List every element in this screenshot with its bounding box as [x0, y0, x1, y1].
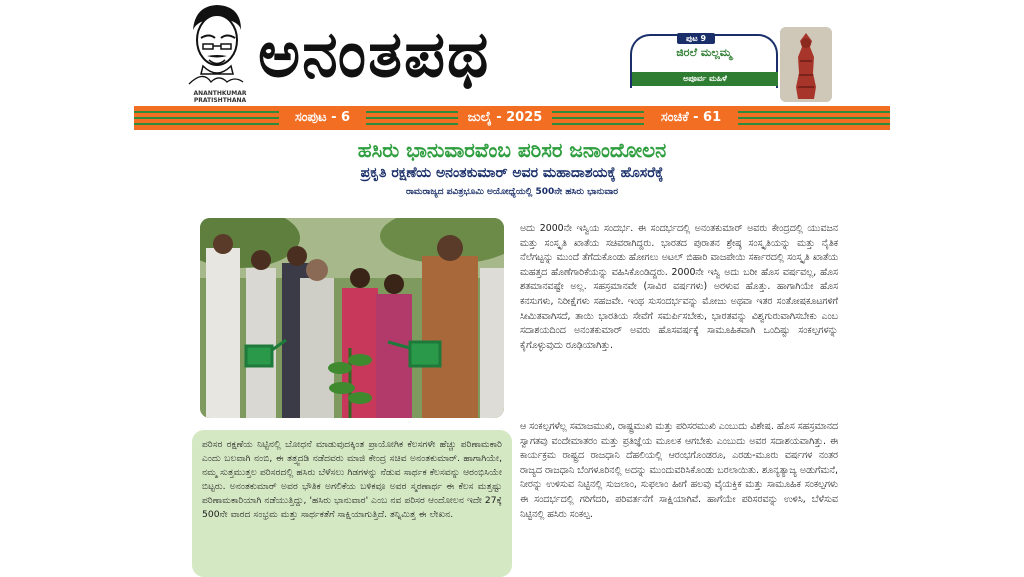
statue-photo	[780, 27, 832, 102]
date-label: ಜುಲೈ - 2025	[467, 110, 543, 125]
article-headline: ಹಸಿರು ಭಾನುವಾರವೆಂಬ ಪರಿಸರ ಜನಾಂದೋಲನ	[357, 138, 667, 162]
brand-line-1: ANANTHKUMAR	[193, 90, 247, 97]
issue-banner	[134, 106, 890, 130]
feature-subtitle: ಅಪೂರ್ವ ಮಹಿಳೆ	[632, 72, 778, 86]
portrait-illustration	[183, 0, 249, 96]
article-kicker: ರಾಮರಾಜ್ಯದ ಪವಿತ್ರಭೂಮಿ ಅಯೋಧ್ಯೆಯಲ್ಲಿ 500ನೇ ಹಸಿರು ಭಾನುವಾರ	[405, 187, 619, 197]
tree-planting-photo	[200, 218, 504, 418]
masthead-title: ಅನಂತಪಥ	[258, 17, 491, 92]
feature-title: ಜಿರಲೆ ಮಲ್ಲಮ್ಮ	[676, 46, 732, 59]
brand-line-2: PRATISHTHANA	[193, 97, 247, 104]
intro-caption-box: ಪರಿಸರ ರಕ್ಷಣೆಯ ನಿಟ್ಟಿನಲ್ಲಿ ಬೋಧನೆ ಮಾಡುವುದಕ್ಕಿಂತ ಪ್ರಾಯೋಗಿಕ ಕೆಲಸಗಳೇ ಹೆಚ್ಚು ಪರಿಣಾಮಕಾರಿ ಎಂದು ಬಲವಾಗಿ ನಂಬಿ, ಈ ತತ್ತ್ವದಡಿ ನಡೆದವರು ಮಾಜಿ ಕೇಂದ್ರ ಸಚಿವ ಅನಂತಕುಮಾರ್. ಹಾಗಾಗಿಯೇ, ನಮ್ಮ ಸುತ್ತಮುತ್ತಲ ಪರಿಸರದಲ್ಲಿ ಹಸಿರು ಬೆಳೆಸಲು ಗಿಡಗಳನ್ನು ನೆಡುವ ಸಾರ್ಥಕ ಕೆಲಸವನ್ನು ಆರಂಭಿಸಿಯೇ ಬಿಟ್ಟರು. ಅನಂತಕುಮಾರ್ ಅವರ ಭೌತಿಕ ಅಗಲಿಕೆಯ ಬಳಿಕವೂ ಅವರ ಸ್ಮರಣಾರ್ಥ ಈ ಕೆಲಸ ಮತ್ತಷ್ಟು ಪರಿಣಾಮಕಾರಿಯಾಗಿ ನಡೆಯುತ್ತಿದ್ದು, 'ಹಸಿರು ಭಾನುವಾರ' ಎಂಬ ನವ ಪರಿಸರ ಆಂದೋಲನ ಇದೇ 27ಕ್ಕೆ 500ನೇ ವಾರದ ಸಂಭ್ರಮ ಮತ್ತು ಸಾರ್ಥಕತೆಗೆ ಸಾಕ್ಷಿಯಾಗುತ್ತಿದೆ. ತನ್ನಿಮಿತ್ತ ಈ ಲೇಖನ.	[192, 430, 512, 577]
body-paragraph: ಆ ಸಂಕಲ್ಪಗಳೆಲ್ಲ ಸಮಾಜಮುಖಿ, ರಾಷ್ಟ್ರಮುಖಿ ಮತ್ತು ಪರಿಸರಮುಖಿ ಎಂಬುದು ವಿಶೇಷ. ಹೊಸ ಸಹಸ್ರಮಾನದ ಸ್ವಾಗತವು ವಂದೇಮಾತರಂ ಮತ್ತು ಪ್ರತಿಜ್ಞೆಯ ಮೂಲಕ ಆಗಬೇಕು ಎಂಬುದು ಅವರ ಸದಾಶಯವಾಗಿತ್ತು. ಈ ಕಾರ್ಯಕ್ರಮ ರಾಷ್ಟ್ರದ ರಾಜಧಾನಿ ದೆಹಲಿಯಲ್ಲಿ ಆರಂಭಗೊಂಡರೂ, ಎರಡು-ಮೂರು ವರ್ಷಗಳ ನಂತರ ರಾಜ್ಯದ ರಾಜಧಾನಿ ಬೆಂಗಳೂರಿನಲ್ಲಿ ಅದನ್ನು ಮುಂದುವರಿಸಿಕೊಂಡು ಬರಲಾಯಿತು. ಶೂನ್ಯತ್ಯಾಜ್ಯ ಅಡುಗೆಮನೆ, ನೀರನ್ನು ಉಳಿಸುವ ನಿಟ್ಟಿನಲ್ಲಿ ಸುಜಲಾಂ, ಸುಫಲಾಂ ಹೀಗೆ ಹಲವು ವೈಯಕ್ತಿಕ ಮತ್ತು ಸಾಮೂಹಿಕ ಸಂಕಲ್ಪಗಳು ಈ ಸಂದರ್ಭದಲ್ಲಿ ಗರಿಗೆದರಿ, ಪರಿವರ್ತನೆಗೆ ಸಾಕ್ಷಿಯಾಗಿವೆ. ಹಾಗೆಯೇ ಪರಿಸರವನ್ನು ಉಳಿಸಿ, ಬೆಳೆಸುವ ನಿಟ್ಟಿನಲ್ಲಿ ಹಸಿರು ಸಂಕಲ್ಪ.	[520, 421, 838, 520]
body-paragraph: ಅದು 2000ನೇ ಇಸ್ವಿಯ ಸಂದರ್ಭ. ಈ ಸಂದರ್ಭದಲ್ಲಿ ಅನಂತಕುಮಾರ್ ಅವರು ಕೇಂದ್ರದಲ್ಲಿ ಯುವಜನ ಮತ್ತು ಸಂಸ್ಕೃತಿ ಖಾತೆಯ ಸಚಿವರಾಗಿದ್ದರು. ಭಾರತದ ಪುರಾತನ ಶ್ರೇಷ್ಠ ಸಂಸ್ಕೃತಿಯನ್ನು ಮತ್ತು ನೈತಿಕ ನೆಲೆಗಟ್ಟನ್ನು ಮುಂದೆ ತೆಗೆದುಕೊಂಡು ಹೋಗಲು ಅಟಲ್ ಬಿಹಾರಿ ವಾಜಪೇಯಿ ಸರ್ಕಾರದಲ್ಲಿ ಸಂಸ್ಕೃತಿ ಖಾತೆಯ ಮಹತ್ತದ ಹೊಣೆಗಾರಿಕೆಯನ್ನು ವಹಿಸಿಕೊಂಡಿದ್ದರು. 2000ನೇ ಇಸ್ವಿ ಅದು ಬರೀ ಹೊಸ ವರ್ಷವಲ್ಲ, ಹೊಸ ಶತಮಾನವಷ್ಟೇ ಅಲ್ಲ. ಸಹಸ್ರಮಾನವೇ (ಸಾವಿರ ವರ್ಷಗಳು) ಅರಳುವ ಹೊತ್ತು. ಹಾಗಾಗಿಯೇ ಹೊಸ ಕನಸುಗಳು, ನಿರೀಕ್ಷೆಗಳು ಸಹಜವೇ. ಇಂಥ ಸುಸಂದರ್ಭವನ್ನು ಮೋಜು ಅಥವಾ ಇತರ ಸಂತೋಷಕೂಟಗಳಿಗೆ ಸೀಮಿತವಾಗಿಸದೆ, ತಾಯಿ ಭಾರತಿಯ ಸೇವೆಗೆ ಸಮರ್ಪಿಸಬೇಕು, ಭಾರತವನ್ನು ವಿಶ್ವಗುರುವಾಗಿಸಬೇಕು ಎಂಬ ಸದಾಶಯದಿಂದ ಅನಂತಕುಮಾರ್ ಅವರು ಹೊಸವರ್ಷಕ್ಕೆ ಸಾಮೂಹಿಕವಾಗಿ ಒಂದಿಷ್ಟು ಸಂಕಲ್ಪಗಳನ್ನು ಕೈಗೊಳ್ಳುವುದು ರೂಢಿಯಾಗಿತ್ತು.	[520, 223, 838, 351]
article-subheadline: ಪ್ರಕೃತಿ ರಕ್ಷಣೆಯ ಅನಂತಕುಮಾರ್ ಅವರ ಮಹಾದಾಶಯಕ್ಕೆ ಹೊಸರೆಕ್ಕೆ	[360, 165, 664, 181]
issue-label: ಸಂಚಿಕೆ - 61	[660, 110, 722, 125]
feature-page-badge: ಪುಟ 9	[677, 33, 715, 44]
brand-name	[185, 90, 255, 104]
volume-label: ಸಂಪುಟ - 6	[294, 110, 351, 125]
